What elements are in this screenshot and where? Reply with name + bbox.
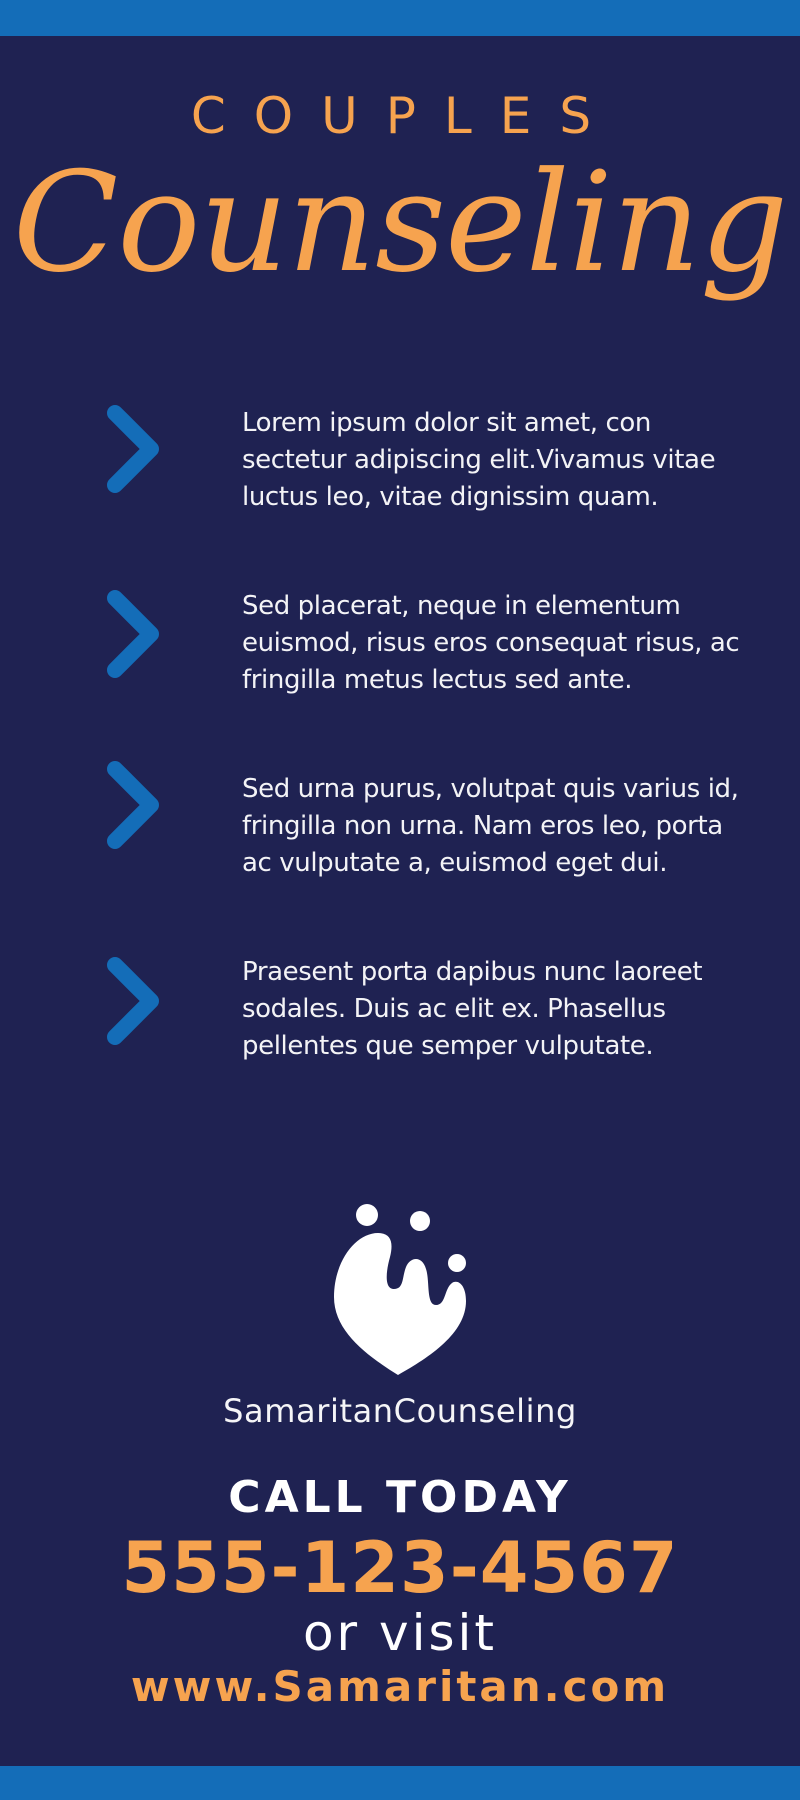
website-link: www.Samaritan.com	[130, 1662, 670, 1711]
top-accent-band	[0, 0, 800, 36]
list-item	[0, 954, 800, 1104]
heart-family-logo-icon	[326, 1195, 476, 1380]
list-item	[0, 771, 800, 921]
headline-title: Counseling	[12, 142, 788, 303]
list-item	[0, 588, 800, 738]
chevron-right-icon	[105, 955, 163, 1047]
list-item-text: Sed placerat, neque in elementum euismod, risus eros consequat risus, ac fringilla metus lectus sed ante.	[242, 591, 740, 695]
list-item-text: Lorem ipsum dolor sit amet, con sectetur adipiscing elit.Vivamus vitae luctus leo, vitae dignissim quam.	[242, 408, 716, 512]
call-today-label: CALL TODAY	[228, 1472, 572, 1523]
brand-name: SamaritanCounseling	[223, 1392, 577, 1430]
chevron-right-icon	[105, 403, 163, 495]
eyebrow-title: COUPLES	[190, 87, 620, 145]
phone-number: 555-123-4567	[121, 1527, 679, 1609]
list-item-text: Sed urna purus, volutpat quis varius id, fringilla non urna. Nam eros leo, porta ac vulputate a, euismod eget dui.	[242, 774, 739, 878]
or-visit-label: or visit	[302, 1604, 498, 1662]
chevron-right-icon	[105, 588, 163, 680]
list-item	[0, 405, 800, 555]
list-item-text: Praesent porta dapibus nunc laoreet sodales. Duis ac elit ex. Phasellus pellentes que semper vulputate.	[242, 957, 703, 1061]
chevron-right-icon	[105, 759, 163, 851]
bottom-accent-band	[0, 1766, 800, 1800]
